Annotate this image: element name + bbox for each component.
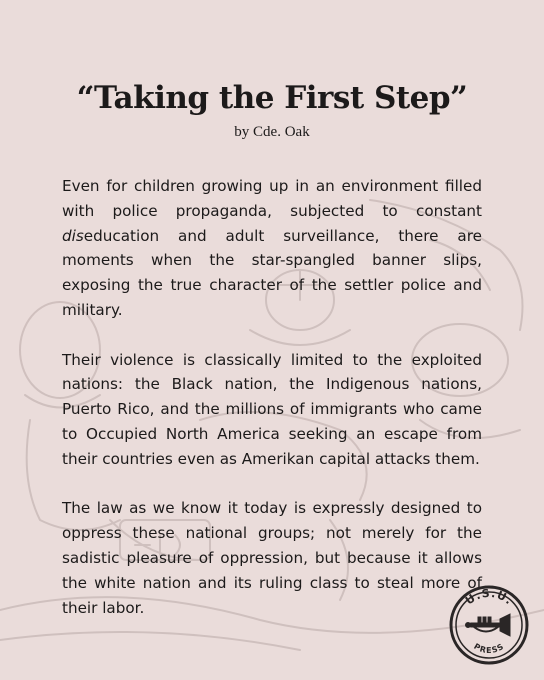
usu-press-stamp-logo bbox=[448, 584, 530, 666]
paragraph-2: Their violence is classically limited to the exploited nations: the Black nation, the Indigenous nations, Puerto Rico, and the millions of immigrants who came to Occupied North America seeking an escape from their countries even as Amerikan capital attacks them. bbox=[62, 350, 482, 468]
author-byline: by Cde. Oak bbox=[234, 124, 310, 140]
stamp-bottom-text: PRESS bbox=[472, 641, 506, 656]
paragraph-1 bbox=[62, 174, 482, 323]
stamp-top-text: U.S.U. bbox=[462, 586, 516, 608]
paragraph-1-emphasis: dis bbox=[62, 226, 84, 245]
article-body bbox=[62, 174, 482, 645]
paragraph-1-part-a: Even for children growing up in an environment filled with police propaganda, subjected to constant bbox=[62, 177, 482, 220]
trumpet-icon bbox=[466, 614, 511, 636]
paragraph-3: The law as we know it today is expressly designed to oppress these national groups; not merely for the sadistic pleasure of oppression, but because it allows the white nation and its ruling class to steal more of their labor. bbox=[62, 499, 482, 617]
page-title: “Taking the First Step” bbox=[76, 80, 468, 116]
paragraph-1-part-b: education and adult surveillance, there are moments when the star-spangled banner slips, exposing the true character of the settler police and military. bbox=[62, 226, 482, 319]
svg-text:PRESS bbox=[472, 642, 506, 655]
